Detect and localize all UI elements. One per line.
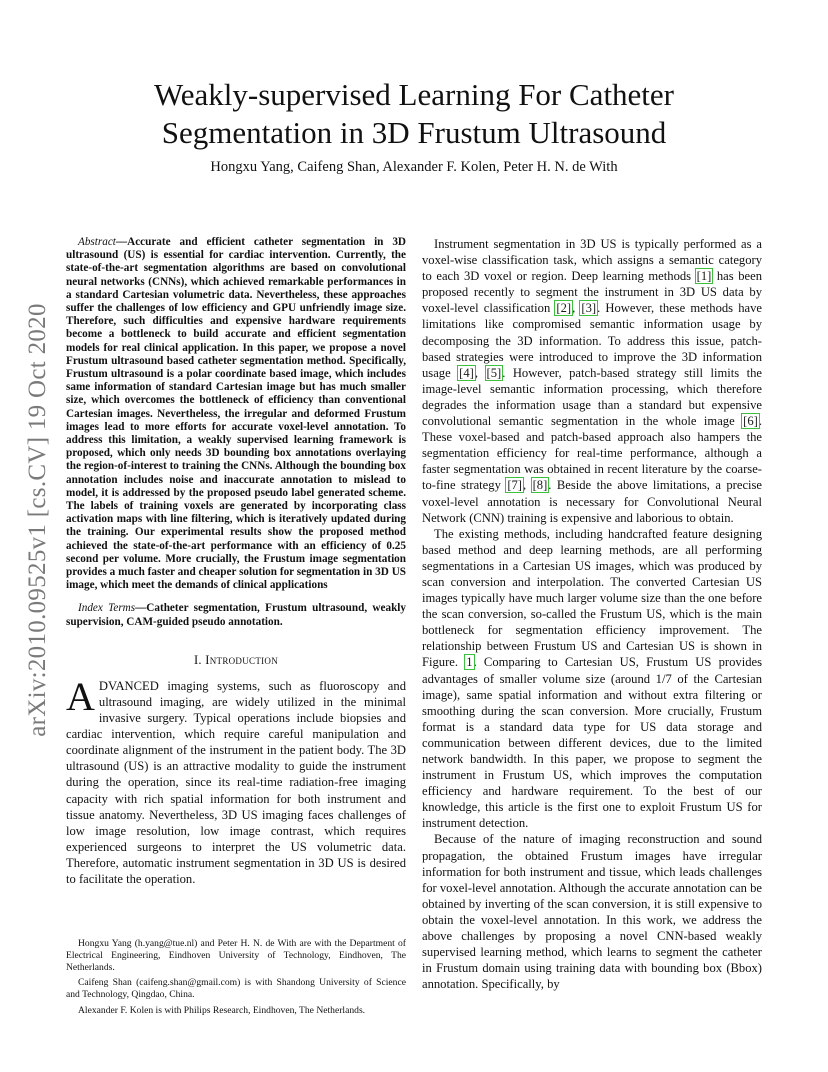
text-run: . However, these methods have limitations like compromised semantic information usage by decomposing the 3D information. To address this issue, patch-based strategies were introduced to improve the 3D information usage xyxy=(422,301,762,380)
body-paragraph-3: Because of the nature of imaging reconstruction and sound propagation, the obtained Frustum images have irregular information for both instrument and tissue, which leads challenges for voxel-level annotation. Although the accurate annotation can be obtained by inverting of the scan conversion, it is still expensive to obtain the voxel-level annotation. In this work, we address the above challenges by proposing a novel CNN-based weakly supervised learning method, which learns to segment the catheter in Frustum domain using training data with bounding box (Bbox) annotation. Specifically, by xyxy=(422,832,762,992)
text-run: , xyxy=(523,478,532,493)
citation-link[interactable]: [6] xyxy=(743,414,758,429)
figure-link[interactable]: 1 xyxy=(466,655,473,670)
intro-paragraph xyxy=(66,673,406,887)
arxiv-stamp xyxy=(18,280,58,760)
citation-link[interactable]: [1] xyxy=(696,269,712,284)
text-run: . Comparing to Cartesian US, Frustum US provides advantages of smaller volume size (around 1/7 of the Cartesian image), same spatial information and without extra filtering or smoothing during the scan conversion. More crucially, Frustum format is a standard data type for US data storage and communication between different devices, due to the limited network bandwidth. In this paper, we propose to segment the instrument in Frustum US, which improves the computation efficiency and hardware requirement. To the best of our knowledge, this article is the first one to exploit Frustum US for instrument detection. xyxy=(422,655,762,831)
footnote: Alexander F. Kolen is with Philips Research, Eindhoven, The Netherlands. xyxy=(78,1004,366,1016)
index-terms xyxy=(66,602,406,628)
arxiv-stamp-text: arXiv:2010.09525v1 [cs.CV] 19 Oct 2020 xyxy=(24,303,51,737)
right-column xyxy=(422,236,762,992)
footnote: Hongxu Yang (h.yang@tue.nl) and Peter H. N. de With are with the Department of Electrical Engineering, Eindhoven University of Technology, Eindhoven, The Netherlands. xyxy=(66,938,406,973)
body-paragraph-2 xyxy=(422,526,762,832)
abstract xyxy=(66,236,406,592)
index-terms-label: Index Terms xyxy=(78,602,136,615)
citation-link[interactable]: [3] xyxy=(581,301,597,316)
footnote: Caifeng Shan (caifeng.shan@gmail.com) is with Shandong University of Science and Technology, Qingdao, China. xyxy=(66,977,406,1001)
abstract-text: —Accurate and efficient catheter segmentation in 3D ultrasound (US) is essential for cardiac intervention. Currently, the state-of-the-art segmentation algorithms are based on convolutional neural networks (CNNs), which achieved remarkable performances in a standard Cartesian volumetric data. Nevertheless, these approaches suffer the challenges of low efficiency and GPU unfriendly image size. Therefore, such difficulties and expensive hardware requirements become a bottleneck to build accurate and efficient segmentation models for real clinical application. In this paper, we propose a novel Frustum ultrasound based catheter segmentation method. Specifically, Frustum ultrasound is a polar coordinate based image, which includes same information of standard Cartesian image but has much smaller size, which overcomes the bottleneck of efficiency than conventional Cartesian images. Nevertheless, the irregular and deformed Frustum images lead to more efforts for accurate voxel-level annotation. To address this limitation, a weakly supervised learning framework is proposed, which only needs 3D bounding box annotations overlaying the region-of-interest to training the CNNs. Although the bounding box annotation includes noise and inaccurate annotation to mislead to model, it is addressed by the proposed pseudo label generated scheme. The labels of training voxels are generated by incorporating class activation maps with line filtering, which is iteratively updated during the training. Our experimental results show the proposed method achieved the state-of-the-art performance with an efficiency of 0.25 second per volume. More crucially, the Frustum image segmentation provides a much faster and cheaper solution for segmentation in 3D US image, which meet the demands of clinical applications xyxy=(66,236,406,592)
drop-cap: A xyxy=(66,673,95,719)
title-line-2: Segmentation in 3D Frustum Ultrasound xyxy=(161,115,667,150)
section-heading: I. Introduction xyxy=(193,652,279,667)
citation-link[interactable]: [4] xyxy=(459,365,474,380)
text-run: The existing methods, including handcrafted feature designing based method and deep learning methods, are all performing segmentations in a Cartesian US images, which was produced by scan conversion and interpolation. The converted Cartesian US images typically have much larger volume size than the one before the scan conversion, so-called the Frustum US, which is the main bottleneck for segmentation efficiency improvement. The relationship between Frustum US and Cartesian US is shown in Figure. xyxy=(422,526,762,670)
footnotes xyxy=(66,938,406,1021)
body-paragraph-1 xyxy=(422,236,762,526)
text-run: , xyxy=(572,301,581,316)
index-terms-text: —Catheter segmentation, Frustum ultrasound, weakly supervision, CAM-guided pseudo annotation. xyxy=(66,602,406,628)
citation-link[interactable]: [7] xyxy=(507,478,522,493)
author-list: Hongxu Yang, Caifeng Shan, Alexander F. Kolen, Peter H. N. de With xyxy=(210,159,618,175)
citation-link[interactable]: [8] xyxy=(532,478,548,493)
intro-text: DVANCED imaging systems, such as fluoroscopy and ultrasound imaging, are widely utilized in the minimal invasive surgery. Typical operations include biopsies and cardiac intervention, which require careful manipulation and coordinate alignment of the instrument in the patient body. The 3D ultrasound (US) is an attractive modality to guide the instrument during the operation, since its real-time radiation-free imaging capacity with rich spatial information for both instrument and tissue anatomy. Nevertheless, 3D US imaging faces challenges of low image resolution, low image contrast, which requires experienced surgeons to interpret the US volumetric data. Therefore, automatic instrument segmentation in 3D US is desired to facilitate the operation. xyxy=(66,678,406,887)
text-run: has been proposed recently to segment the instrument in 3D US data by voxel-level classification xyxy=(422,269,762,316)
abstract-label: Abstract xyxy=(78,236,116,248)
text-run: . These voxel-based and patch-based approach also hampers the segmentation efficiency for real-time performance, although a faster segmentation was obtained in recent literature by the coarse-to-fine strategy xyxy=(422,414,762,493)
paper-title xyxy=(60,76,768,152)
citation-link[interactable]: [2] xyxy=(556,301,572,316)
left-column xyxy=(66,236,406,887)
text-run: . Beside the above limitations, a precise voxel-level annotation is necessary for Convolutional Neural Network (CNN) training is expensive and laborious to obtain. xyxy=(422,478,763,525)
text-run: Instrument segmentation in 3D US is typically performed as a voxel-wise classification task, which assigns a semantic category to each 3D voxel or region. Deep learning methods xyxy=(422,237,762,284)
text-run: . However, patch-based strategy still limits the image-level semantic information processing, which therefore degrades the information usage than a standard but expensive convolutional semantic segmentation in the whole image xyxy=(422,365,763,429)
text-run: , xyxy=(474,365,486,380)
citation-link[interactable]: [5] xyxy=(486,365,502,380)
title-line-1: Weakly-supervised Learning For Catheter xyxy=(153,77,675,112)
